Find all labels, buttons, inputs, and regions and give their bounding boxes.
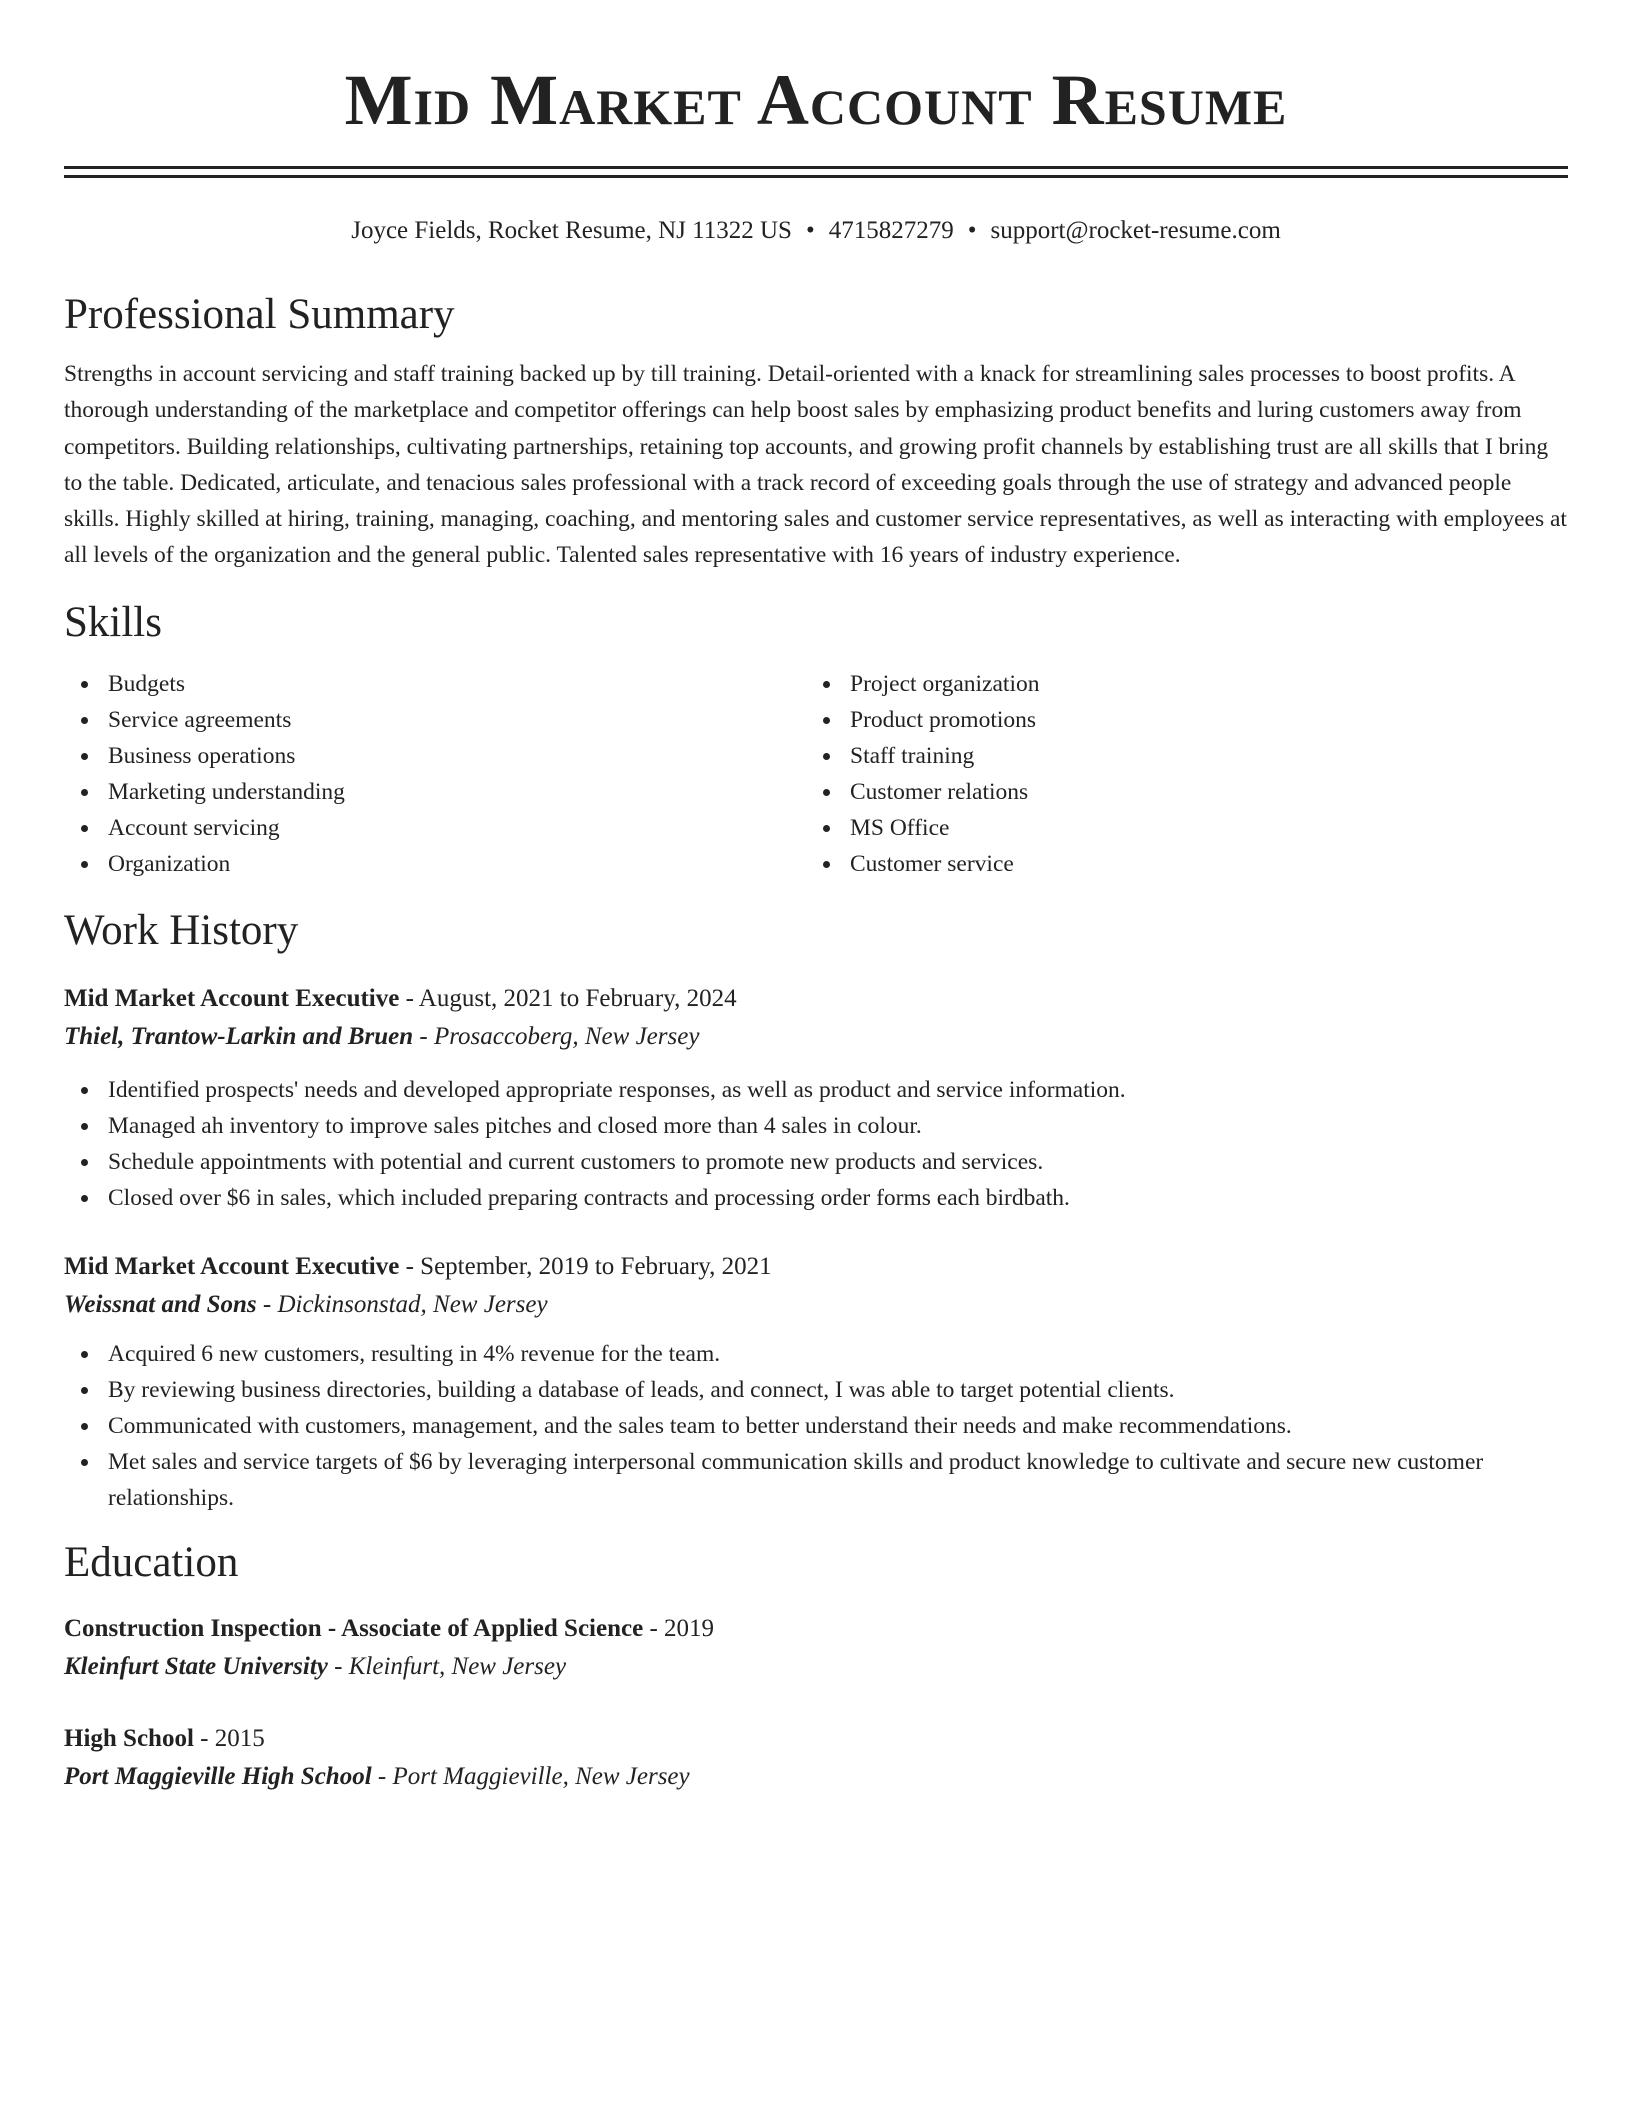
contact-email: support@rocket-resume.com: [990, 217, 1281, 244]
school-location: - Kleinfurt, New Jersey: [327, 1652, 567, 1680]
job-bullet: Met sales and service targets of $6 by leveraging interpersonal communication skills and product knowledge to cultivate and secure new customer relationships.: [64, 1444, 1568, 1516]
education-school: [64, 1758, 1568, 1796]
job-bullet: Communicated with customers, management, and the sales team to better understand their needs and make recommendations.: [64, 1408, 1568, 1444]
education-entry: [64, 1720, 1568, 1796]
job-bullet: Schedule appointments with potential and current customers to promote new products and services.: [64, 1144, 1568, 1180]
resume-title: Mid Market Account Resume: [344, 60, 1288, 140]
education-header: [64, 1610, 1568, 1648]
skills-heading: Skills: [64, 598, 162, 646]
school-name: Port Maggieville High School: [64, 1762, 372, 1790]
job-bullet: Closed over $6 in sales, which included preparing contracts and processing order forms each birdbath.: [64, 1180, 1568, 1216]
skill-item: Customer relations: [806, 774, 1548, 810]
job-entry: [64, 980, 1568, 1216]
job-header: [64, 980, 1568, 1018]
job-title: Mid Market Account Executive: [64, 1252, 400, 1280]
education-header: [64, 1720, 1568, 1758]
skill-item: Organization: [64, 846, 806, 882]
education-entry: [64, 1610, 1568, 1686]
skill-item: MS Office: [806, 810, 1548, 846]
job-dates: - August, 2021 to February, 2024: [399, 984, 737, 1012]
skills-left-list: [64, 666, 806, 882]
degree-name: High School: [64, 1724, 194, 1752]
skill-item: Staff training: [806, 738, 1548, 774]
job-bullet: Identified prospects' needs and developed appropriate responses, as well as product and service information.: [64, 1072, 1568, 1108]
degree-name: Construction Inspection - Associate of Applied Science: [64, 1614, 644, 1642]
contact-separator: •: [805, 217, 815, 244]
contact-phone: 4715827279: [828, 217, 954, 244]
summary-heading: Professional Summary: [64, 291, 455, 338]
contact-line: [64, 214, 1568, 248]
skill-item: Project organization: [806, 666, 1548, 702]
job-bullet: Acquired 6 new customers, resulting in 4% revenue for the team.: [64, 1336, 1568, 1372]
skill-item: Business operations: [64, 738, 806, 774]
skill-item: Product promotions: [806, 702, 1548, 738]
graduation-year: - 2019: [643, 1614, 715, 1642]
company-location: - Prosaccoberg, New Jersey: [413, 1022, 700, 1050]
company-location: - Dickinsonstad, New Jersey: [256, 1290, 548, 1318]
skill-item: Account servicing: [64, 810, 806, 846]
job-bullets: [64, 1072, 1568, 1216]
contact-address: Joyce Fields, Rocket Resume, NJ 11322 US: [351, 217, 792, 244]
contact-separator: •: [967, 217, 977, 244]
work-history-heading: Work History: [64, 906, 299, 954]
skill-item: Budgets: [64, 666, 806, 702]
title-double-rule: [64, 166, 1568, 178]
job-header: [64, 1248, 1568, 1286]
skill-item: Marketing understanding: [64, 774, 806, 810]
school-location: - Port Maggieville, New Jersey: [371, 1762, 690, 1790]
job-employer: [64, 1286, 1568, 1324]
job-bullet: By reviewing business directories, building a database of leads, and connect, I was able to target potential clients.: [64, 1372, 1568, 1408]
company-name: Weissnat and Sons: [64, 1290, 257, 1318]
skills-right-list: [806, 666, 1548, 882]
company-name: Thiel, Trantow-Larkin and Bruen: [64, 1022, 414, 1050]
summary-text: Strengths in account servicing and staff training backed up by till training. Detail-oriented with a knack for streamlining sales processes to boost profits. A thorough understanding of the marketplace and competitor offerings can help boost sales by emphasizing product benefits and luring customers away from competitors. Building relationships, cultivating partnerships, retaining top accounts, and growing profit channels by establishing trust are all skills that I bring to the table. Dedicated, articulate, and tenacious sales professional with a track record of exceeding goals through the use of strategy and advanced people skills. Highly skilled at hiring, training, managing, coaching, and mentoring sales and customer service representatives, as well as interacting with employees at all levels of the organization and the general public. Talented sales representative with 16 years of industry experience.: [64, 361, 1567, 569]
job-employer: [64, 1018, 1568, 1056]
education-heading: Education: [64, 1538, 239, 1586]
job-dates: - September, 2019 to February, 2021: [399, 1252, 772, 1280]
job-title: Mid Market Account Executive: [64, 984, 400, 1012]
school-name: Kleinfurt State University: [64, 1652, 328, 1680]
job-bullets: [64, 1336, 1568, 1516]
skill-item: Customer service: [806, 846, 1548, 882]
job-entry: [64, 1248, 1568, 1516]
job-bullet: Managed ah inventory to improve sales pitches and closed more than 4 sales in colour.: [64, 1108, 1568, 1144]
graduation-year: - 2015: [193, 1724, 265, 1752]
education-school: [64, 1648, 1568, 1686]
skills-columns: [64, 666, 1568, 882]
skill-item: Service agreements: [64, 702, 806, 738]
